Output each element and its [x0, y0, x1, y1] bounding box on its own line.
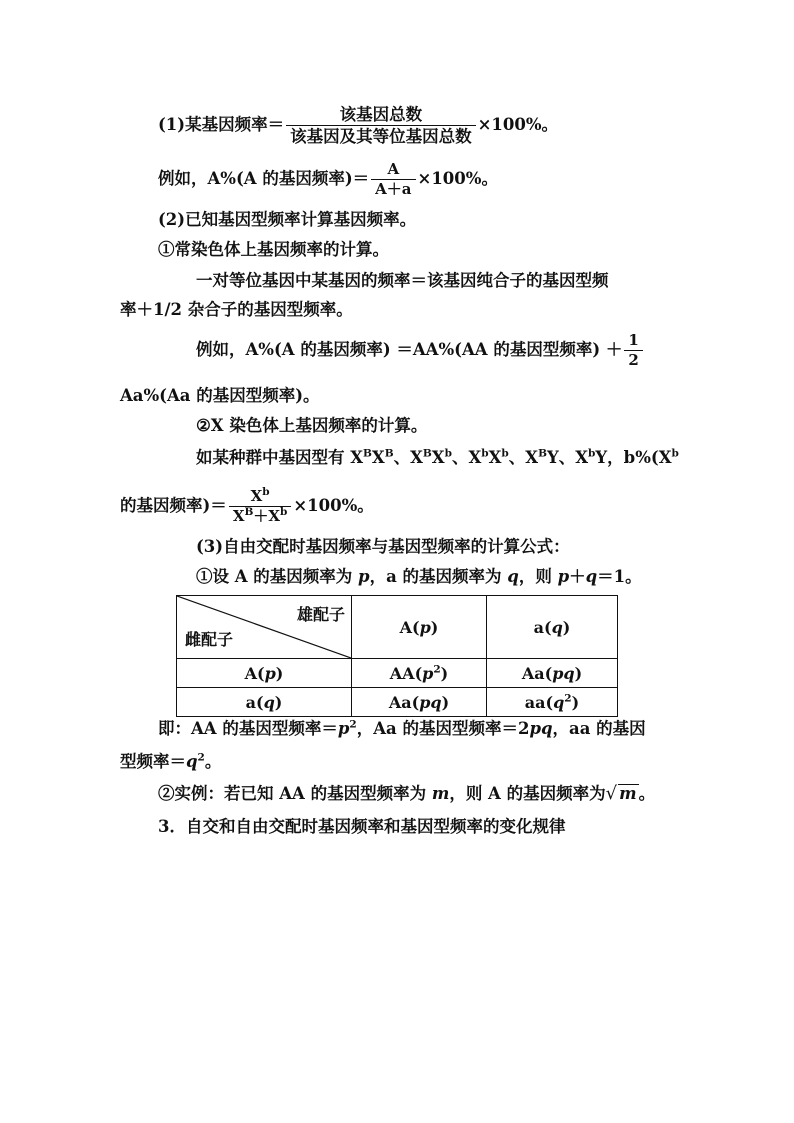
- superscript: b: [444, 447, 452, 460]
- text: Aa(: [521, 663, 553, 683]
- variable: pq: [419, 692, 442, 712]
- male-gamete-header: 雄配子: [296, 605, 345, 624]
- text: ，aa 的基因: [552, 719, 646, 738]
- text: ＋: [569, 567, 586, 586]
- variable: q: [551, 617, 563, 637]
- variable: pq: [552, 663, 575, 683]
- text: 型频率＝: [120, 752, 186, 771]
- text: A(: [244, 663, 265, 683]
- fraction-denominator: 2: [624, 350, 642, 370]
- text: A(: [399, 617, 420, 637]
- variable-pq: pq: [529, 719, 553, 738]
- formula-label: (1)某基因频率＝: [158, 115, 285, 134]
- variable: p: [419, 617, 431, 637]
- superscript: B: [384, 447, 394, 460]
- text: ，Aa 的基因型频率＝2: [356, 719, 530, 738]
- superscript: B: [244, 506, 254, 518]
- text: 。: [204, 752, 222, 771]
- text: ): [574, 663, 583, 683]
- result-line: [158, 717, 646, 741]
- formula-example-a: [158, 160, 498, 199]
- superscript: 2: [349, 718, 357, 731]
- fraction: [371, 160, 415, 199]
- text: ): [562, 617, 571, 637]
- formula-xb-frequency: [120, 487, 374, 526]
- diagonal-header: [177, 596, 351, 658]
- subsection-heading-autosome: ①常染色体上基因频率的计算。: [158, 240, 389, 259]
- section-heading-3-rules: 3．自交和自由交配时基因频率和基因型频率的变化规律: [158, 817, 566, 836]
- fraction: [229, 487, 292, 526]
- text: X: [371, 448, 385, 467]
- fraction-denominator: [229, 506, 292, 526]
- text: ，则: [518, 567, 558, 586]
- text: ＋X: [253, 507, 280, 525]
- text: 、X: [393, 448, 423, 467]
- text: ＝1。: [597, 567, 642, 586]
- table-corner-cell: [177, 596, 352, 659]
- variable-q: q: [186, 752, 198, 771]
- variable-p: p: [557, 567, 570, 586]
- superscript: 2: [197, 751, 205, 764]
- text: 即：AA 的基因型频率＝: [158, 719, 338, 738]
- variable-q: q: [507, 567, 519, 586]
- text: ): [430, 617, 439, 637]
- paragraph-line: 率＋1/2 杂合子的基因型频率。: [120, 300, 353, 319]
- text: X: [232, 507, 245, 525]
- text: ): [275, 663, 284, 683]
- column-header-a: [352, 596, 487, 659]
- text: ①设 A 的基因频率为: [196, 567, 359, 586]
- text: ): [571, 692, 580, 712]
- fraction-numerator: [229, 487, 292, 506]
- text: ): [440, 663, 449, 683]
- text: X: [488, 448, 502, 467]
- text: 、X: [451, 448, 482, 467]
- variable-q: q: [585, 567, 598, 586]
- text: X: [250, 487, 263, 505]
- superscript: B: [422, 447, 432, 460]
- text: ②实例：若已知 AA 的基因型频率为: [158, 784, 432, 803]
- column-header-lower-a: [487, 596, 618, 659]
- fraction-numerator: 1: [628, 331, 639, 349]
- variable: q: [263, 692, 275, 712]
- text: Y，b%(X: [595, 448, 672, 467]
- text: 。: [638, 784, 656, 803]
- table-header-row: [177, 596, 618, 659]
- superscript: b: [262, 486, 270, 498]
- genotype-list-line: [196, 446, 679, 470]
- cell-recessive: [487, 688, 618, 717]
- fraction-one-half: [624, 331, 642, 370]
- superscript: b: [671, 447, 679, 460]
- section-heading-2: (2)已知基因型频率计算基因频率。: [158, 210, 417, 229]
- formula-example-autosome: [196, 331, 645, 370]
- formula-suffix: ×100%。: [417, 169, 498, 188]
- variable: p: [422, 663, 434, 683]
- variable-p: p: [358, 567, 370, 586]
- gamete-combination-table: [176, 595, 618, 717]
- variable: q: [553, 692, 565, 712]
- table-row: [177, 688, 618, 717]
- text: ，a 的基因频率为: [369, 567, 508, 586]
- variable: p: [264, 663, 276, 683]
- fraction-numerator: 该基因总数: [339, 105, 423, 124]
- row-header-a: [177, 659, 352, 688]
- formula-label: 例如，A%(A 的基因频率)＝: [158, 169, 370, 188]
- superscript: B: [363, 447, 372, 460]
- formula-gene-frequency-definition: [158, 104, 558, 147]
- formula-label: 的基因频率)＝: [120, 496, 227, 515]
- fraction-denominator: 该基因及其等位基因总数: [286, 125, 476, 147]
- fraction: [286, 104, 476, 147]
- text: 、X: [508, 448, 539, 467]
- fraction-numerator: A: [387, 160, 400, 178]
- subsection-heading-x-chromosome: ②X 染色体上基因频率的计算。: [196, 416, 428, 435]
- superscript: b: [481, 447, 489, 460]
- cell-aa-hetero: [487, 659, 618, 688]
- superscript: B: [538, 447, 547, 460]
- cell-aa-hetero-2: [352, 688, 487, 717]
- text: AA(: [389, 663, 423, 683]
- formula-suffix: ×100%。: [293, 496, 374, 515]
- text: ，则 A 的基因频率为: [449, 784, 606, 803]
- variable-m: m: [619, 784, 637, 803]
- table-row: [177, 659, 618, 688]
- superscript: b: [279, 506, 288, 518]
- variable-p: p: [337, 719, 350, 738]
- text: a(: [533, 617, 552, 637]
- assumption-line: [196, 565, 642, 589]
- cell-aa: [352, 659, 487, 688]
- text: Y、X: [546, 448, 589, 467]
- row-header-lower-a: [177, 688, 352, 717]
- text: a(: [245, 692, 264, 712]
- section-heading-3: (3)自由交配时基因频率与基因型频率的计算公式：: [196, 537, 570, 556]
- formula-suffix: ×100%。: [477, 115, 559, 134]
- fraction-denominator: A＋a: [371, 179, 415, 199]
- superscript: 2: [433, 663, 441, 676]
- variable-m: m: [431, 784, 450, 803]
- text: Aa(: [388, 692, 420, 712]
- example-line: [158, 782, 655, 806]
- text: X: [431, 448, 445, 467]
- text: aa(: [524, 692, 554, 712]
- superscript: b: [501, 447, 509, 460]
- text: ): [441, 692, 450, 712]
- text: ): [274, 692, 283, 712]
- result-line: [120, 750, 221, 774]
- superscript: b: [588, 447, 596, 460]
- square-root-icon: √: [605, 783, 618, 804]
- paragraph-line: 一对等位基因中某基因的频率＝该基因纯合子的基因型频: [196, 271, 609, 290]
- paragraph-line: Aa%(Aa 的基因型频率)。: [120, 386, 320, 405]
- superscript: 2: [564, 692, 572, 705]
- formula-text: 例如，A%(A 的基因频率) ＝AA%(AA 的基因型频率) ＋: [196, 340, 623, 359]
- text: 如某种群中基因型有 X: [196, 448, 364, 467]
- female-gamete-header: 雌配子: [185, 630, 234, 649]
